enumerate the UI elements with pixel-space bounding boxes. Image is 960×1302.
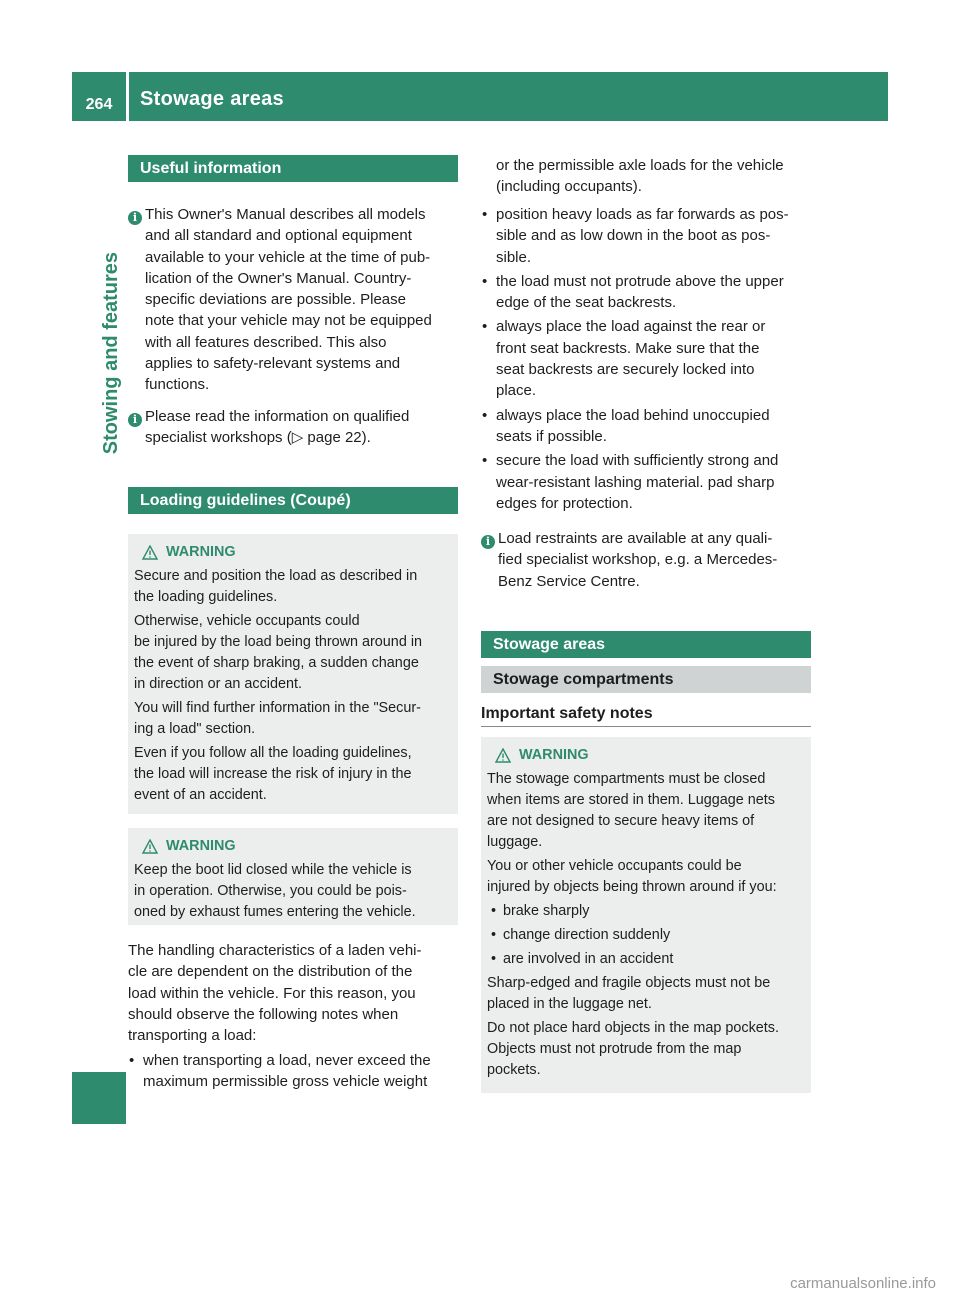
text-line: edges for protection. <box>496 494 633 512</box>
list-item <box>481 271 814 314</box>
text-line: The handling characteristics of a laden vehi- <box>128 942 422 959</box>
header-divider <box>126 72 129 121</box>
info-icon: i <box>481 535 495 549</box>
text-line: the load will increase the risk of injury in the <box>134 766 412 782</box>
handling-paragraph <box>128 940 460 1046</box>
warning-paragraph <box>487 769 803 853</box>
page-title: Stowage areas <box>140 88 284 110</box>
warning-paragraph <box>134 743 450 806</box>
warning-paragraph <box>487 1018 803 1081</box>
text-line: available to your vehicle at the time of pub- <box>145 248 431 266</box>
side-tab-block <box>72 1072 126 1124</box>
warning-paragraph <box>134 611 450 695</box>
info-note-1 <box>128 204 460 396</box>
list-item-text: are involved in an accident <box>503 951 674 967</box>
text-line: the event of sharp braking, a sudden change <box>134 655 419 671</box>
text-line: placed in the luggage net. <box>487 996 652 1012</box>
warning-3-body <box>487 769 803 1081</box>
bullet-icon: • <box>491 951 497 967</box>
text-line: You or other vehicle occupants could be <box>487 858 742 874</box>
text-line: Otherwise, vehicle occupants could <box>134 613 360 629</box>
warning-paragraph <box>134 860 450 923</box>
warning-triangle-icon <box>142 545 158 560</box>
text-line: maximum permissible gross vehicle weight <box>143 1073 428 1091</box>
text-line: front seat backrests. Make sure that the <box>496 339 760 357</box>
warning-header <box>142 836 450 857</box>
list-item <box>481 450 814 514</box>
load-bullet-list-left <box>128 1050 460 1093</box>
list-item <box>128 1050 460 1093</box>
bullet-icon: • <box>482 452 488 470</box>
text-line: luggage. <box>487 834 543 850</box>
text-line: fied specialist workshop, e.g. a Mercedes- <box>498 551 778 569</box>
watermark: carmanualsonline.info <box>790 1275 936 1292</box>
text-line: Keep the boot lid closed while the vehicle is <box>134 862 412 878</box>
text-line: Please read the information on qualified <box>145 408 410 425</box>
text-line: Secure and position the load as described in <box>134 568 418 584</box>
warning-header <box>495 745 803 766</box>
list-item <box>487 949 803 970</box>
text-line: edge of the seat backrests. <box>496 294 677 312</box>
bullet-icon: • <box>482 206 488 223</box>
text-line: Benz Service Centre. <box>498 572 640 590</box>
text-line: Even if you follow all the loading guidelines, <box>134 745 412 761</box>
text-line: place. <box>496 382 537 400</box>
text-line: You will find further information in the "Secur- <box>134 700 421 716</box>
bullet-icon: • <box>482 272 488 290</box>
text-line: sible. <box>496 248 532 266</box>
text-line: should observe the following notes when <box>128 1005 399 1023</box>
text-line: specialist workshops (▷ page 22). <box>145 429 371 447</box>
text-line: with all features described. This also <box>145 333 387 351</box>
text-line: specific deviations are possible. Please <box>145 291 406 309</box>
side-tab-label: Stowing and features <box>100 252 122 455</box>
text-line: sible and as low down in the boot as pos- <box>496 227 771 245</box>
info-icon: i <box>128 413 142 427</box>
warning-box-2 <box>128 828 458 925</box>
text-line: seat backrests are securely locked into <box>496 361 755 379</box>
warning-triangle-icon <box>495 748 511 763</box>
text-line: when transporting a load, never exceed the <box>143 1052 431 1069</box>
info-note-2 <box>128 406 460 449</box>
stowage-compartments-heading: Stowage compartments <box>481 666 811 693</box>
text-line: Sharp-edged and fragile objects must not be <box>487 975 771 991</box>
warning-box-1 <box>128 534 458 814</box>
list-item <box>481 405 814 448</box>
page-number: 264 <box>85 96 113 113</box>
text-line: secure the load with sufficiently strong and <box>496 452 779 470</box>
warning-paragraph <box>134 698 450 740</box>
list-item <box>481 316 814 401</box>
warning-box-3 <box>481 737 811 1093</box>
text-line: The stowage compartments must be closed <box>487 771 766 787</box>
text-line: (including occupants). <box>496 178 642 196</box>
text-line: or the permissible axle loads for the vehicle <box>496 157 784 174</box>
bullet-icon: • <box>491 927 497 943</box>
warning-paragraph <box>134 566 450 608</box>
text-line: when items are stored in them. Luggage nets <box>487 792 775 808</box>
info-note-2-text <box>145 406 460 449</box>
text-line: functions. <box>145 376 210 394</box>
text-line: are not designed to secure heavy items of <box>487 813 755 829</box>
warning-paragraph <box>487 856 803 898</box>
bullet-continuation <box>496 155 814 198</box>
bullet-icon: • <box>129 1052 135 1069</box>
warning-label: WARNING <box>166 838 236 854</box>
bullet-icon: • <box>482 406 488 424</box>
text-line: wear-resistant lashing material. pad sharp <box>496 473 775 491</box>
info-icon: i <box>128 211 142 225</box>
loading-guidelines-heading: Loading guidelines (Coupé) <box>128 487 458 514</box>
text-line: the load must not protrude above the upper <box>496 272 784 290</box>
safety-notes-heading: Important safety notes <box>481 705 811 727</box>
list-item-text: change direction suddenly <box>503 927 671 943</box>
text-line: transporting a load: <box>128 1027 257 1045</box>
text-line: applies to safety-relevant systems and <box>145 355 401 373</box>
text-line: pockets. <box>487 1062 541 1078</box>
text-line: Do not place hard objects in the map pockets. <box>487 1020 779 1036</box>
list-item <box>487 901 803 922</box>
warning-bullet-list <box>487 901 803 970</box>
text-line: be injured by the load being thrown around in <box>134 634 423 650</box>
warning-label: WARNING <box>166 544 236 560</box>
text-line: Load restraints are available at any quali- <box>498 530 773 547</box>
text-line: in operation. Otherwise, you could be pois- <box>134 883 407 899</box>
bullet-icon: • <box>491 903 497 919</box>
info-note-3-text <box>498 528 814 592</box>
text-line: event of an accident. <box>134 787 267 803</box>
text-line: and all standard and optional equipment <box>145 227 412 245</box>
list-item <box>487 925 803 946</box>
text-line: position heavy loads as far forwards as pos- <box>496 206 789 223</box>
text-line: load within the vehicle. For this reason, you <box>128 984 416 1002</box>
text-line: Objects must not protrude from the map <box>487 1041 742 1057</box>
text-line: This Owner's Manual describes all models <box>145 206 426 223</box>
warning-2-body <box>134 860 450 923</box>
info-note-1-text <box>145 204 460 396</box>
warning-label: WARNING <box>519 747 589 763</box>
text-line: cle are dependent on the distribution of the <box>128 963 413 981</box>
info-note-3 <box>481 528 814 592</box>
warning-paragraph <box>487 973 803 1015</box>
text-line: always place the load against the rear or <box>496 318 766 336</box>
text-line: the loading guidelines. <box>134 589 278 605</box>
text-line: oned by exhaust fumes entering the vehicle. <box>134 904 416 920</box>
text-line: seats if possible. <box>496 427 607 445</box>
list-item-text: brake sharply <box>503 903 590 919</box>
warning-header <box>142 542 450 563</box>
text-line: always place the load behind unoccupied <box>496 406 770 424</box>
stowage-areas-heading: Stowage areas <box>481 631 811 658</box>
load-bullet-list-right <box>481 204 814 517</box>
warning-1-body <box>134 566 450 806</box>
text-line: note that your vehicle may not be equipped <box>145 312 432 330</box>
text-line: ing a load" section. <box>134 721 256 737</box>
text-line: injured by objects being thrown around if you: <box>487 879 777 895</box>
warning-triangle-icon <box>142 839 158 854</box>
useful-info-heading: Useful information <box>128 155 458 182</box>
list-item <box>481 204 814 268</box>
text-line: in direction or an accident. <box>134 676 302 692</box>
text-line: lication of the Owner's Manual. Country- <box>145 269 412 287</box>
bullet-icon: • <box>482 318 488 336</box>
